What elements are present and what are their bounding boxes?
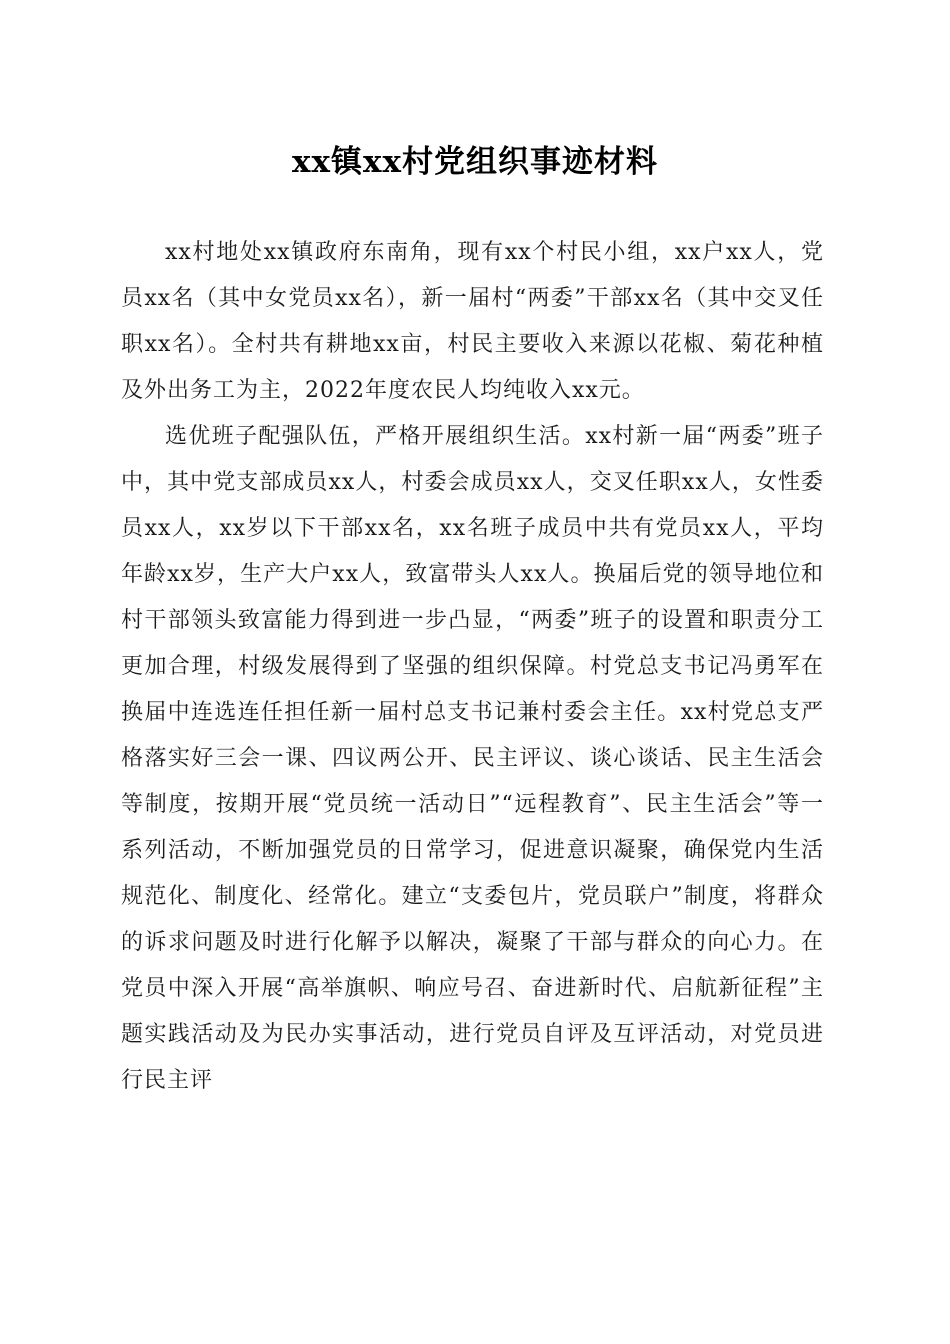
document-body: [121, 230, 824, 1104]
document-title: xx镇xx村党组织事迹材料: [292, 144, 658, 180]
paragraph-team-building: 选优班子配强队伍，严格开展组织生活。xx村新一届“两委”班子中，其中党支部成员xx人，村委会成员xx人，交叉任职xx人，女性委员xx人，xx岁以下干部xx名，xx名班子成员中共有党员xx人，平均年龄xx岁，生产大户xx人，致富带头人xx人。换届后党的领导地位和村干部领头致富能力得到进一步凸显，“两委”班子的设置和职责分工更加合理，村级发展得到了坚强的组织保障。村党总支书记冯勇军在换届中连选连任担任新一届村总支书记兼村委会主任。xx村党总支严格落实好三会一课、四议两公开、民主评议、谈心谈话、民主生活会等制度，按期开展“党员统一活动日”“远程教育”、民主生活会”等一系列活动，不断加强党员的日常学习，促进意识凝聚，确保党内生活规范化、制度化、经常化。建立“支委包片，党员联户”制度，将群众的诉求问题及时进行化解予以解决，凝聚了干部与群众的向心力。在党员中深入开展“高举旗帜、响应号召、奋进新时代、启航新征程”主题实践活动及为民办实事活动，进行党员自评及互评活动，对党员进行民主评: [121, 424, 824, 1093]
paragraph-village-overview: xx村地处xx镇政府东南角，现有xx个村民小组，xx户xx人，党员xx名（其中女党员xx名），新一届村“两委”干部xx名（其中交叉任职xx名）。全村共有耕地xx亩，村民主要收入来源以花椒、菊花种植及外出务工为主，2022年度农民人均纯收入xx元。: [121, 240, 824, 403]
